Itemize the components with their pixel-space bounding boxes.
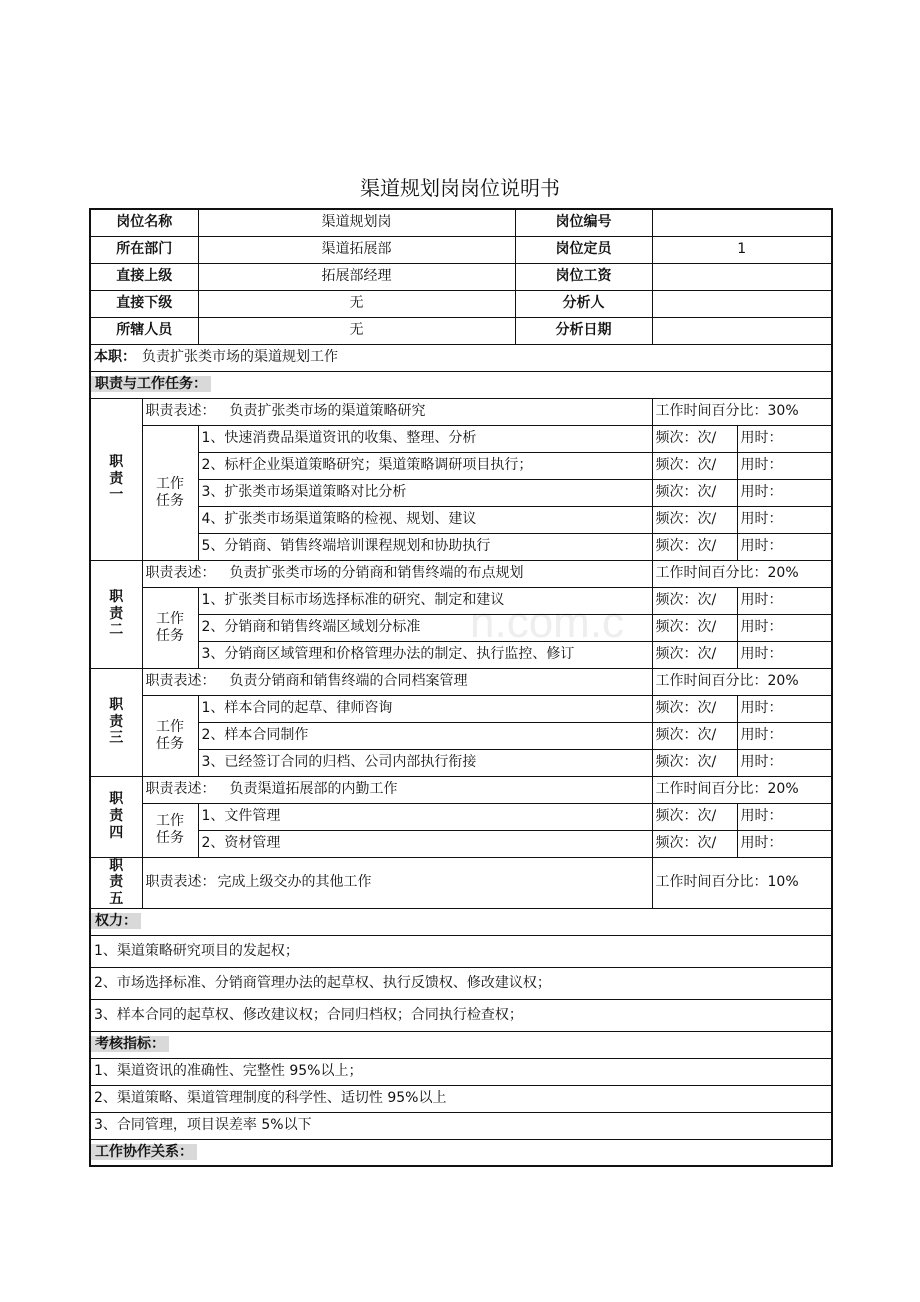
- authority-header-label: 权力：: [91, 913, 141, 929]
- task-time: 用时：: [737, 479, 832, 506]
- field-label: 所辖人员: [90, 317, 198, 344]
- duty-description: [142, 398, 652, 425]
- duty-desc-text: 负责分销商和销售终端的合同档案管理: [229, 673, 468, 690]
- duty-name: 职 责 五: [90, 857, 142, 908]
- duty-time-percent: 工作时间百分比：20%: [652, 668, 832, 695]
- task-label: 工作 任务: [142, 587, 198, 668]
- task-frequency: 频次：次/: [652, 830, 737, 857]
- responsibilities-header: [90, 371, 832, 398]
- page-title: 渠道规划岗岗位说明书: [360, 176, 560, 200]
- task-time: 用时：: [737, 587, 832, 614]
- task-time: 用时：: [737, 722, 832, 749]
- task-time: 用时：: [737, 803, 832, 830]
- authority-item: 3、样本合同的起草权、修改建议权；合同归档权；合同执行检查权；: [90, 999, 832, 1031]
- field-value: [652, 317, 832, 344]
- duty-name: 职 责 二: [90, 560, 142, 668]
- task-frequency: 频次：次/: [652, 479, 737, 506]
- collaboration-header-label: 工作协作关系：: [91, 1144, 197, 1160]
- field-label: 岗位名称: [90, 209, 198, 236]
- field-label: 直接上级: [90, 263, 198, 290]
- task-label: 工作 任务: [142, 803, 198, 857]
- task-time: 用时：: [737, 425, 832, 452]
- duty-time-percent: 工作时间百分比：30%: [652, 398, 832, 425]
- duty-time-percent: 工作时间百分比：20%: [652, 560, 832, 587]
- task-time: 用时：: [737, 614, 832, 641]
- task-time: 用时：: [737, 695, 832, 722]
- task-item: 2、标杆企业渠道策略研究；渠道策略调研项目执行；: [198, 452, 652, 479]
- task-item: 3、分销商区域管理和价格管理办法的制定、执行监控、修订: [198, 641, 652, 668]
- duty-desc-label: 职责表述：: [145, 565, 216, 582]
- field-value: [652, 290, 832, 317]
- task-item: 4、扩张类市场渠道策略的检视、规划、建议: [198, 506, 652, 533]
- task-frequency: 频次：次/: [652, 425, 737, 452]
- task-item: 2、资材管理: [198, 830, 652, 857]
- duty-desc-text: 负责渠道拓展部的内勤工作: [229, 781, 398, 798]
- task-frequency: 频次：次/: [652, 695, 737, 722]
- task-item: 1、样本合同的起草、律师咨询: [198, 695, 652, 722]
- task-frequency: 频次：次/: [652, 614, 737, 641]
- field-value: 渠道拓展部: [198, 236, 515, 263]
- job-description-table: [89, 208, 833, 1167]
- kpi-item: 1、渠道资讯的准确性、完整性 95%以上；: [90, 1058, 832, 1085]
- duty-desc-label: 职责表述：: [145, 403, 216, 420]
- duty-description: [142, 776, 652, 803]
- duty-desc-text: 完成上级交办的其他工作: [217, 874, 372, 891]
- duty-desc-label: 职责表述：: [145, 874, 216, 891]
- task-item: 1、文件管理: [198, 803, 652, 830]
- authority-item: 1、渠道策略研究项目的发起权；: [90, 935, 832, 967]
- duty-time-percent: 工作时间百分比：20%: [652, 776, 832, 803]
- field-label: 所在部门: [90, 236, 198, 263]
- collaboration-header: [90, 1139, 832, 1166]
- field-value: 1: [652, 236, 832, 263]
- task-frequency: 频次：次/: [652, 452, 737, 479]
- duty-name: 职 责 四: [90, 776, 142, 857]
- task-item: 2、分销商和销售终端区域划分标准: [198, 614, 652, 641]
- authority-header: [90, 908, 832, 935]
- duty-time-percent: 工作时间百分比：10%: [652, 857, 832, 908]
- kpi-item: 2、渠道策略、渠道管理制度的科学性、适切性 95%以上: [90, 1085, 832, 1112]
- core-duty-text: 负责扩张类市场的渠道规划工作: [142, 349, 338, 366]
- field-value: [652, 263, 832, 290]
- duty-desc-label: 职责表述：: [145, 781, 216, 798]
- task-label: 工作 任务: [142, 695, 198, 776]
- task-time: 用时：: [737, 452, 832, 479]
- task-time: 用时：: [737, 641, 832, 668]
- watermark: n.com.c: [470, 598, 625, 647]
- duty-description: [142, 668, 652, 695]
- task-item: 3、扩张类市场渠道策略对比分析: [198, 479, 652, 506]
- duty-desc-text: 负责扩张类市场的渠道策略研究: [229, 403, 426, 420]
- field-label: 直接下级: [90, 290, 198, 317]
- kpi-header: [90, 1031, 832, 1058]
- core-duty-row: [90, 344, 832, 371]
- duty-desc-text: 负责扩张类市场的分销商和销售终端的布点规划: [229, 565, 524, 582]
- task-item: 1、快速消费品渠道资讯的收集、整理、分析: [198, 425, 652, 452]
- field-value: 无: [198, 290, 515, 317]
- task-frequency: 频次：次/: [652, 641, 737, 668]
- field-label: 分析日期: [515, 317, 652, 344]
- task-frequency: 频次：次/: [652, 587, 737, 614]
- field-value: 无: [198, 317, 515, 344]
- field-value: [652, 209, 832, 236]
- field-label: 分析人: [515, 290, 652, 317]
- task-time: 用时：: [737, 830, 832, 857]
- kpi-header-label: 考核指标：: [91, 1036, 169, 1052]
- task-item: 3、已经签订合同的归档、公司内部执行衔接: [198, 749, 652, 776]
- core-duty-label: 本职：: [94, 349, 136, 366]
- task-frequency: 频次：次/: [652, 803, 737, 830]
- task-frequency: 频次：次/: [652, 506, 737, 533]
- task-time: 用时：: [737, 749, 832, 776]
- field-label: 岗位工资: [515, 263, 652, 290]
- task-item: 5、分销商、销售终端培训课程规划和协助执行: [198, 533, 652, 560]
- task-frequency: 频次：次/: [652, 749, 737, 776]
- task-label: 工作 任务: [142, 425, 198, 560]
- field-label: 岗位编号: [515, 209, 652, 236]
- field-value: 拓展部经理: [198, 263, 515, 290]
- task-frequency: 频次：次/: [652, 722, 737, 749]
- authority-item: 2、市场选择标准、分销商管理办法的起草权、执行反馈权、修改建议权；: [90, 967, 832, 999]
- duty-desc-label: 职责表述：: [145, 673, 216, 690]
- field-label: 岗位定员: [515, 236, 652, 263]
- responsibilities-header-label: 职责与工作任务：: [91, 376, 211, 392]
- task-item: 2、样本合同制作: [198, 722, 652, 749]
- duty-description: [142, 560, 652, 587]
- field-value: 渠道规划岗: [198, 209, 515, 236]
- kpi-item: 3、合同管理，项目误差率 5%以下: [90, 1112, 832, 1139]
- task-frequency: 频次：次/: [652, 533, 737, 560]
- duty-description: [142, 857, 652, 908]
- duty-name: 职 责 一: [90, 398, 142, 560]
- task-time: 用时：: [737, 506, 832, 533]
- task-item: 1、扩张类目标市场选择标准的研究、制定和建议: [198, 587, 652, 614]
- task-time: 用时：: [737, 533, 832, 560]
- duty-name: 职 责 三: [90, 668, 142, 776]
